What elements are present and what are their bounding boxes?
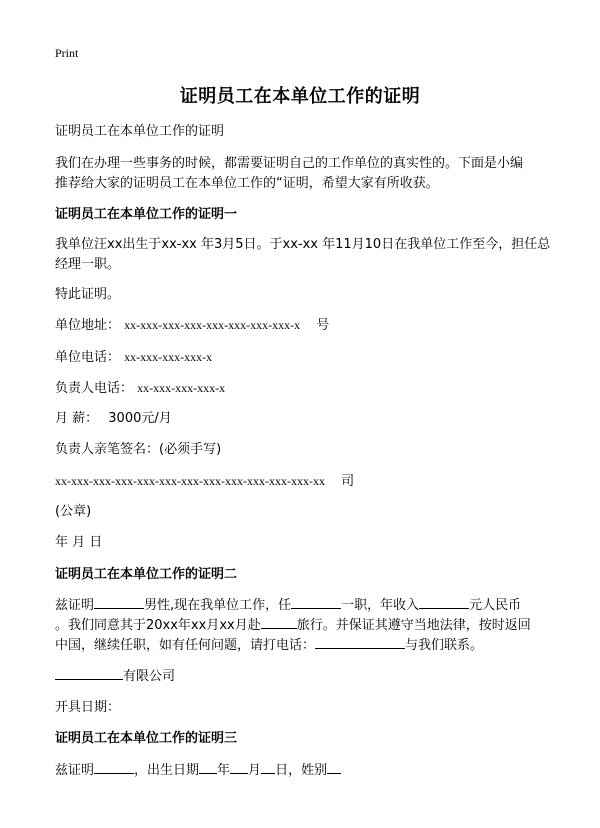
section2-p1-a: 兹证明 xyxy=(55,598,95,613)
phone-value: xx-xxx-xxx-xxx-x xyxy=(124,350,213,364)
address-line xyxy=(55,314,329,333)
blank-destination xyxy=(261,616,297,629)
section3-heading: 证明员工在本单位工作的证明三 xyxy=(55,731,238,746)
blank-day xyxy=(261,761,275,774)
blank-year xyxy=(199,761,217,774)
manager-phone-line xyxy=(55,377,225,396)
print-label[interactable]: Print xyxy=(55,46,79,60)
section2-heading: 证明员工在本单位工作的证明二 xyxy=(55,567,238,582)
section2-p1-d: 元人民币 xyxy=(469,598,522,613)
manager-phone-value: xx-xxx-xxx-xxx-x xyxy=(137,381,226,395)
section1-body-line-2: 经理一职。 xyxy=(55,257,121,272)
company-value: xx-xxx-xxx-xxx-xxx-xxx-xxx-xxx-xxx-xxx-xxx-xxx-xx xyxy=(55,474,325,488)
phone-line xyxy=(55,346,212,365)
address-value: xx-xxx-xxx-xxx-xxx-xxx-xxx-xxx-x xyxy=(124,318,301,332)
address-label: 单位地址： xyxy=(55,318,121,333)
blank-income xyxy=(419,596,469,609)
section2-company-suffix: 有限公司 xyxy=(123,669,176,684)
section2-company-line xyxy=(55,665,175,684)
date-line: 年 月 日 xyxy=(55,535,103,550)
section3-p1-b: ，出生日期 xyxy=(134,763,200,778)
salary-line xyxy=(55,407,172,426)
section2-line-1 xyxy=(55,594,521,613)
blank-name-3 xyxy=(94,761,134,774)
intro-line-2: 推荐给大家的证明员工在本单位工作的“证明，希望大家有所收获。 xyxy=(55,176,439,191)
blank-gender xyxy=(327,761,341,774)
signature-label: 负责人亲笔签名：(必须手写) xyxy=(55,442,222,457)
salary-value: 3000元/月 xyxy=(108,411,172,426)
section2-p1-b: 男性,现在我单位工作，任 xyxy=(144,598,292,613)
section3-p1-a: 兹证明 xyxy=(55,763,95,778)
section2-line-3 xyxy=(55,634,483,653)
manager-phone-label: 负责人电话： xyxy=(55,381,134,396)
blank-name xyxy=(94,596,144,609)
section3-line-1 xyxy=(55,759,341,778)
section3-p1-d: 月 xyxy=(248,763,262,778)
section2-p3-b: 与我们联系。 xyxy=(405,638,484,653)
company-line xyxy=(55,470,354,489)
seal-label: (公章) xyxy=(55,504,92,519)
blank-company xyxy=(55,667,123,680)
section2-p2-b: 旅行。并保证其遵守当地法律，按时返回 xyxy=(296,618,531,633)
section2-p3-a: 中国，继续任职，如有任何问题，请打电话： xyxy=(55,638,316,653)
company-suffix: 司 xyxy=(341,474,355,489)
address-suffix: 号 xyxy=(316,318,330,333)
special-note: 特此证明。 xyxy=(55,287,121,302)
section3-p1-c: 年 xyxy=(217,763,231,778)
section2-line-2 xyxy=(55,614,531,633)
salary-label: 月 薪： xyxy=(55,411,99,426)
intro-line-1: 我们在办理一些事务的时候，都需要证明自己的工作单位的真实性的。下面是小编 xyxy=(55,156,524,171)
phone-label: 单位电话： xyxy=(55,350,121,365)
page-title: 证明员工在本单位工作的证明 xyxy=(179,86,421,107)
subtitle: 证明员工在本单位工作的证明 xyxy=(55,124,225,139)
blank-position xyxy=(291,596,341,609)
section3-p1-e: 日，姓别 xyxy=(275,763,328,778)
blank-phone xyxy=(315,636,405,649)
section1-heading: 证明员工在本单位工作的证明一 xyxy=(55,207,238,222)
blank-month xyxy=(230,761,248,774)
section1-body-line-1: 我单位汪xx出生于xx-xx 年3月5日。于xx-xx 年11月10日在我单位工作至今，担任总 xyxy=(55,237,551,252)
section2-p1-c: 一职，年收入 xyxy=(341,598,420,613)
issue-date-label: 开具日期： xyxy=(55,700,121,715)
section2-p2-a: 。我们同意其于20xx年xx月xx月赴 xyxy=(55,618,261,633)
